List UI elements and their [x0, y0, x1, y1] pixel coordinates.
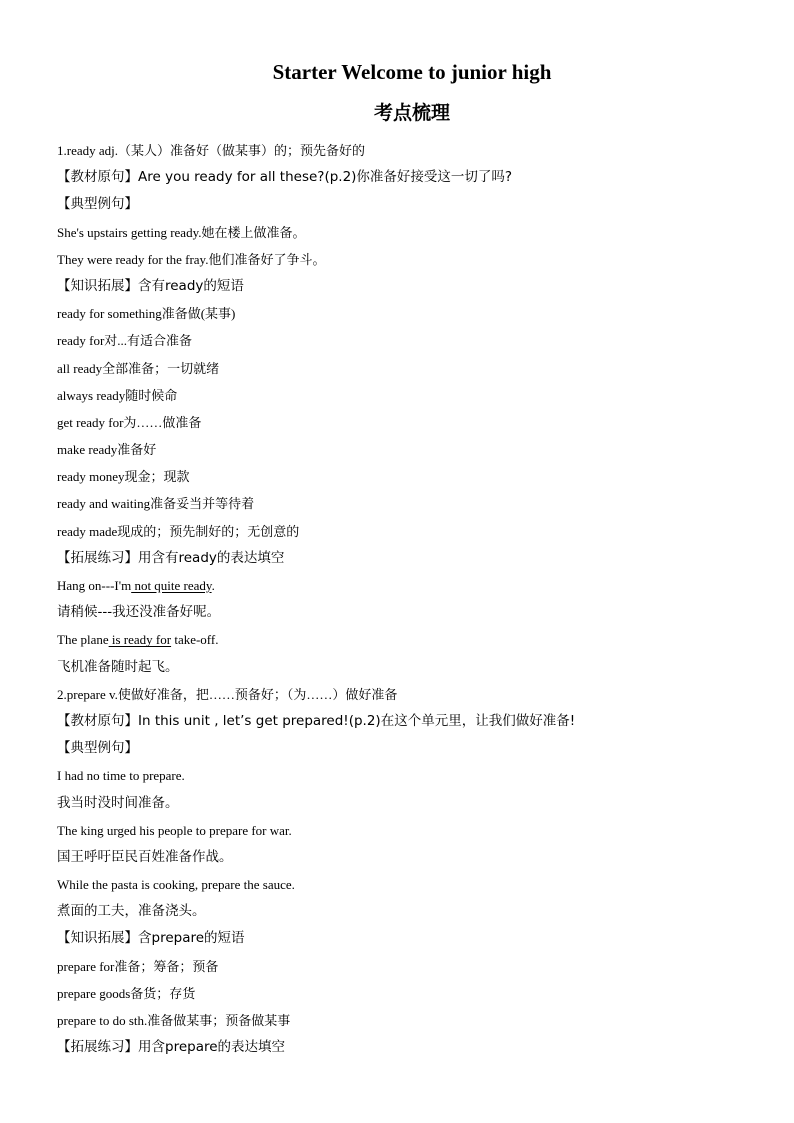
document-body	[57, 137, 757, 1061]
text-line: While the pasta is cooking, prepare the sauce.	[57, 877, 295, 893]
text-line: all ready全部准备；一切就绪	[57, 360, 220, 376]
exercise-answer: is ready for	[108, 632, 172, 648]
exercise-text: The plane	[57, 632, 109, 648]
text-line: prepare goods备货；存货	[57, 985, 196, 1001]
text-line: 【拓展练习】用含有ready的表达填空	[57, 549, 285, 566]
text-line: The king urged his people to prepare for war.	[57, 822, 292, 838]
text-line: 【教材原句】In this unit , let’s get prepared!(p.2)在这个单元里，让我们做好准备!	[57, 712, 576, 729]
text-line: ready for对...有适合准备	[57, 333, 193, 349]
text-line: prepare for准备；筹备；预备	[57, 958, 219, 974]
text-line: ready and waiting准备妥当并等待着	[57, 496, 255, 512]
exercise-text: take-off.	[171, 632, 219, 648]
exercise-answer: not quite ready	[131, 578, 212, 593]
text-line: 【拓展练习】用含prepare的表达填空	[57, 1039, 286, 1056]
text-line: 请稍候---我还没准备好呢。	[57, 604, 221, 621]
text-line: 国王呼吁臣民百姓准备作战。	[57, 848, 233, 865]
text-line: 【典型例句】	[57, 196, 138, 213]
document-subtitle: 考点梳理	[373, 102, 450, 124]
text-line: 我当时没时间准备。	[57, 794, 179, 811]
text-line: 【知识拓展】含prepare的短语	[57, 930, 245, 947]
text-line: She's upstairs getting ready.她在楼上做准备。	[57, 224, 306, 240]
text-line: always ready随时候命	[57, 387, 178, 403]
text-line: ready made现成的；预先制好的；无创意的	[57, 523, 300, 539]
text-line: 【典型例句】	[57, 740, 138, 757]
text-line: 煮面的工夫，准备浇头。	[57, 903, 206, 920]
text-line: 【教材原句】Are you ready for all these?(p.2)你准备好接受这一切了吗?	[57, 169, 513, 186]
text-line: 飞机准备随时起飞。	[57, 658, 179, 675]
text-line: 1.ready adj.（某人）准备好（做某事）的；预先备好的	[57, 143, 366, 158]
exercise-line	[57, 572, 757, 599]
exercise-line	[57, 626, 757, 653]
text-line: prepare to do sth.准备做某事；预备做某事	[57, 1013, 291, 1028]
text-line: ready money现金；现款	[57, 469, 190, 485]
text-line: They were ready for the fray.他们准备好了争斗。	[57, 251, 326, 267]
text-line: make ready准备好	[57, 442, 157, 458]
exercise-text: Hang on---I'm	[57, 578, 132, 593]
exercise-text: .	[211, 578, 215, 593]
text-line: 2.prepare v.使做好准备，把……预备好；（为……）做好准备	[57, 686, 398, 702]
document-title: Starter Welcome to junior high	[272, 60, 552, 84]
text-line: I had no time to prepare.	[57, 768, 185, 784]
text-line: 【知识拓展】含有ready的短语	[57, 277, 244, 294]
text-line: get ready for为……做准备	[57, 414, 202, 430]
text-line: ready for something准备做(某事)	[57, 306, 236, 322]
